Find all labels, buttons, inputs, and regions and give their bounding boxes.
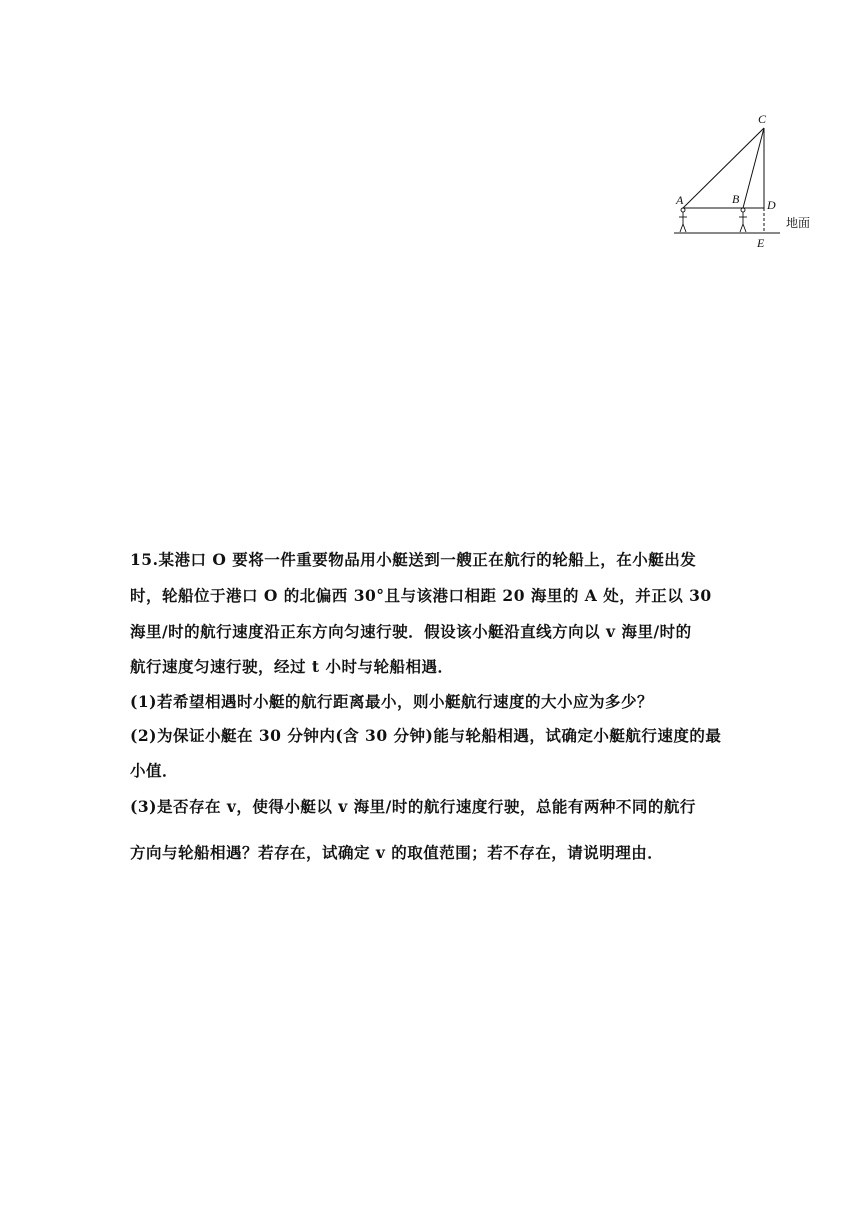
question-2: (2)为保证小艇在 30 分钟内(含 30 分钟)能与轮船相遇，试确定小艇航行速度的最 <box>130 726 722 745</box>
problem-text-line: 海里/时的航行速度沿正东方向匀速行驶．假设该小艇沿直线方向以 v 海里/时的 <box>130 622 692 641</box>
question-3-continued: 方向与轮船相遇？若存在，试确定 v 的取值范围；若不存在，请说明理由． <box>130 843 664 862</box>
question-3: (3)是否存在 v，使得小艇以 v 海里/时的航行速度行驶，总能有两种不同的航行 <box>130 797 696 816</box>
observer-b-icon <box>739 208 747 232</box>
question-1: (1)若希望相遇时小艇的航行距离最小，则小艇航行速度的大小应为多少？ <box>130 692 653 711</box>
problem-text-line: 时，轮船位于港口 O 的北偏西 30°且与该港口相距 20 海里的 A 处，并正以 30 <box>130 586 712 605</box>
label-e: E <box>757 236 765 250</box>
geometry-figure <box>668 108 828 254</box>
label-c: C <box>758 112 767 126</box>
label-b: B <box>732 192 740 206</box>
segment-ac <box>683 128 764 208</box>
problem-text-line: 航行速度匀速行驶，经过 t 小时与轮船相遇． <box>130 657 454 676</box>
question-2-continued: 小值． <box>130 761 179 780</box>
label-d: D <box>767 198 776 212</box>
observer-a-icon <box>679 208 687 232</box>
segment-bc <box>743 128 764 208</box>
label-a: A <box>676 193 684 207</box>
label-ground: 地面 <box>786 216 811 230</box>
problem-text-line: 15.某港口 O 要将一件重要物品用小艇送到一艘正在航行的轮船上，在小艇出发 <box>130 550 697 569</box>
